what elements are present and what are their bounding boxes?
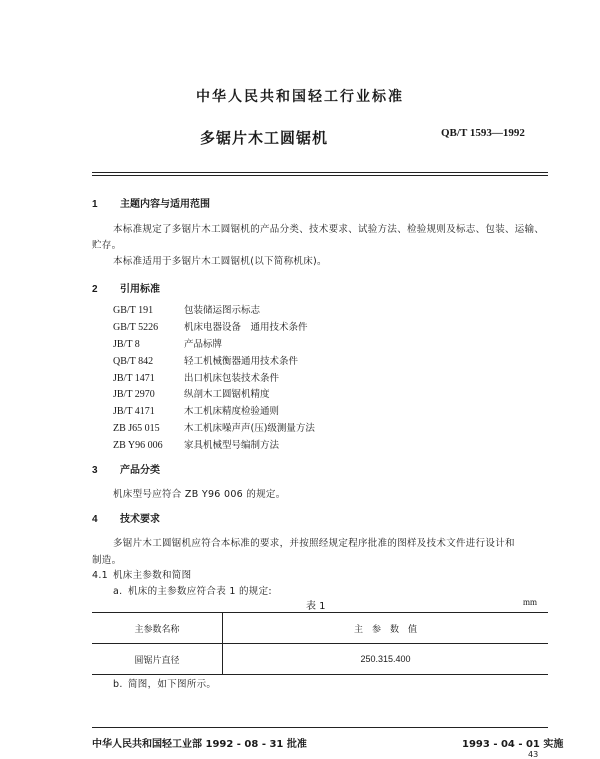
section-4-paragraph-line: 制造。 <box>92 555 122 566</box>
section-1-paragraph-line: 贮存。 <box>92 240 122 251</box>
reference-code: JB/T 2970 <box>113 389 155 400</box>
reference-code: GB/T 5226 <box>113 322 159 333</box>
section-number: 3 <box>92 465 98 476</box>
reference-code: JB/T 1471 <box>113 373 155 384</box>
list-item-text: 机床的主参数应符合表 1 的规定: <box>128 586 272 597</box>
reference-item <box>113 437 279 451</box>
approval-date: 中华人民共和国轻工业部 1992 - 08 - 31 批准 <box>92 739 307 750</box>
section-3-heading <box>92 461 160 476</box>
section-number: 2 <box>92 284 98 295</box>
list-item-b <box>113 676 216 690</box>
table-cell-param: 圆锯片直径 <box>92 644 223 675</box>
section-title: 主题内容与适用范围 <box>120 199 210 210</box>
header-rule-top <box>92 172 548 173</box>
reference-title: 产品标牌 <box>184 339 223 350</box>
table-row <box>92 644 548 675</box>
table-cell-value: 250.315.400 <box>223 644 549 675</box>
reference-title: 机床电器设备 通用技术条件 <box>184 322 308 333</box>
reference-title: 轻工机械衡器通用技术条件 <box>184 356 299 367</box>
reference-code: JB/T 4171 <box>113 406 155 417</box>
list-item-label: b. <box>113 679 123 690</box>
standard-code: QB/T 1593—1992 <box>441 127 525 139</box>
section-title: 产品分类 <box>120 465 160 476</box>
section-title: 技术要求 <box>120 514 160 525</box>
standard-org-heading: 中华人民共和国轻工行业标准 <box>196 89 404 105</box>
subsection-4-1-heading <box>92 567 191 581</box>
footer-rule <box>92 727 548 728</box>
parameter-table <box>92 612 548 675</box>
reference-item <box>113 319 308 333</box>
list-item-text: 简图，如下图所示。 <box>128 679 217 690</box>
reference-title: 出口机床包装技术条件 <box>184 373 280 384</box>
section-4-paragraph-line: 多锯片木工圆锯机应符合本标准的要求，并按照经规定程序批准的图样及技术文件进行设计和 <box>113 538 515 549</box>
section-1-scope-paragraph: 本标准适用于多锯片木工圆锯机(以下简称机床)。 <box>113 256 327 267</box>
reference-title: 木工机床噪声声(压)级测量方法 <box>184 423 315 434</box>
section-2-heading <box>92 280 160 295</box>
section-number: 1 <box>92 199 98 210</box>
table-caption: 表 1 <box>306 601 326 612</box>
document-title: 多锯片木工圆锯机 <box>200 129 329 147</box>
header-rule-bottom <box>92 175 548 176</box>
table-header-param: 主参数名称 <box>92 613 223 644</box>
section-4-heading <box>92 510 160 525</box>
section-1-heading <box>92 195 210 210</box>
reference-code: QB/T 842 <box>113 356 154 367</box>
list-item-a <box>113 583 272 597</box>
reference-title: 木工机床精度检验通则 <box>184 406 280 417</box>
section-title: 引用标准 <box>120 284 160 295</box>
table-header-value: 主 参 数 值 <box>223 613 549 644</box>
reference-title: 包装储运图示标志 <box>184 305 261 316</box>
effective-date: 1993 - 04 - 01 实施 <box>462 739 564 750</box>
reference-item <box>113 403 279 417</box>
reference-item <box>113 336 222 350</box>
section-number: 4 <box>92 514 98 525</box>
section-1-paragraph-line: 本标准规定了多锯片木工圆锯机的产品分类、技术要求、试验方法、检验规则及标志、包装、运输、 <box>113 224 545 235</box>
reference-item <box>113 386 270 400</box>
reference-title: 纵剖木工圆锯机精度 <box>184 389 270 400</box>
reference-item <box>113 420 315 434</box>
reference-code: JB/T 8 <box>113 339 140 350</box>
table-unit: mm <box>523 597 538 607</box>
table-header-row <box>92 613 548 644</box>
reference-code: GB/T 191 <box>113 305 154 316</box>
section-3-paragraph: 机床型号应符合 ZB Y96 006 的规定。 <box>113 489 286 500</box>
reference-code: ZB Y96 006 <box>113 440 163 451</box>
reference-title: 家具机械型号编制方法 <box>184 440 280 451</box>
subsection-title: 机床主参数和简图 <box>113 570 192 581</box>
list-item-label: a. <box>113 586 123 597</box>
reference-item <box>113 353 298 367</box>
reference-code: ZB J65 015 <box>113 423 160 434</box>
page-number: 43 <box>528 750 539 759</box>
subsection-number: 4.1 <box>92 570 109 581</box>
reference-item <box>113 370 279 384</box>
reference-item <box>113 302 260 316</box>
